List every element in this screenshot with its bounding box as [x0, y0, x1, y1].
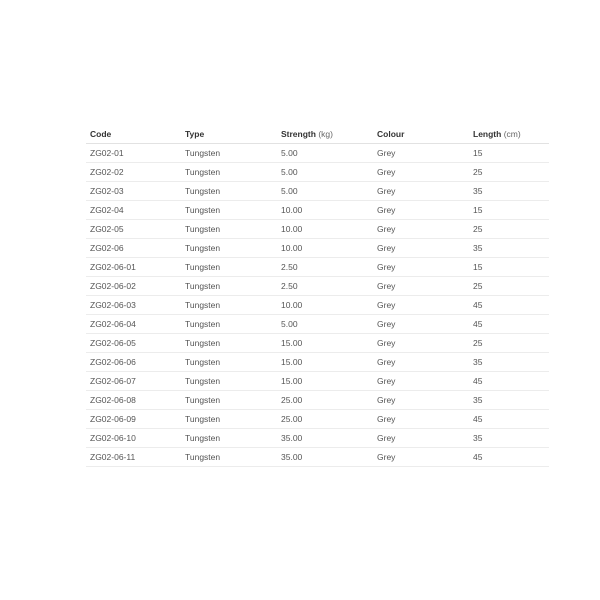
- cell-code: ZG02-05: [86, 220, 181, 239]
- cell-code: ZG02-02: [86, 163, 181, 182]
- cell-type: Tungsten: [181, 163, 277, 182]
- cell-length: 15: [469, 144, 549, 163]
- cell-colour: Grey: [373, 391, 469, 410]
- table-row: [86, 163, 549, 182]
- cell-length: 25: [469, 334, 549, 353]
- cell-code: ZG02-06-04: [86, 315, 181, 334]
- cell-length: 15: [469, 258, 549, 277]
- cell-strength: 15.00: [277, 353, 373, 372]
- cell-code: ZG02-06-11: [86, 448, 181, 467]
- cell-strength: 5.00: [277, 144, 373, 163]
- header-strength-label: Strength: [281, 128, 316, 139]
- cell-length: 45: [469, 448, 549, 467]
- table-row: [86, 296, 549, 315]
- cell-code: ZG02-06-06: [86, 353, 181, 372]
- cell-colour: Grey: [373, 277, 469, 296]
- table-row: [86, 239, 549, 258]
- cell-code: ZG02-06-09: [86, 410, 181, 429]
- cell-strength: 25.00: [277, 391, 373, 410]
- cell-colour: Grey: [373, 258, 469, 277]
- header-type-label: Type: [185, 128, 205, 139]
- cell-length: 25: [469, 220, 549, 239]
- cell-type: Tungsten: [181, 410, 277, 429]
- header-colour: [373, 124, 469, 144]
- cell-type: Tungsten: [181, 201, 277, 220]
- cell-colour: Grey: [373, 372, 469, 391]
- cell-colour: Grey: [373, 334, 469, 353]
- cell-colour: Grey: [373, 239, 469, 258]
- cell-code: ZG02-06-02: [86, 277, 181, 296]
- cell-colour: Grey: [373, 296, 469, 315]
- cell-length: 35: [469, 239, 549, 258]
- header-code-label: Code: [90, 128, 112, 139]
- cell-code: ZG02-06-07: [86, 372, 181, 391]
- cell-length: 35: [469, 429, 549, 448]
- table-body: [86, 144, 549, 467]
- spec-table: [86, 124, 549, 467]
- cell-type: Tungsten: [181, 296, 277, 315]
- cell-strength: 2.50: [277, 258, 373, 277]
- table-row: [86, 258, 549, 277]
- table-row: [86, 144, 549, 163]
- table-row: [86, 220, 549, 239]
- cell-code: ZG02-06-03: [86, 296, 181, 315]
- cell-colour: Grey: [373, 163, 469, 182]
- cell-strength: 15.00: [277, 334, 373, 353]
- cell-type: Tungsten: [181, 353, 277, 372]
- cell-colour: Grey: [373, 220, 469, 239]
- cell-type: Tungsten: [181, 334, 277, 353]
- table-row: [86, 201, 549, 220]
- table-row: [86, 277, 549, 296]
- cell-type: Tungsten: [181, 258, 277, 277]
- table-row: [86, 372, 549, 391]
- cell-length: 35: [469, 182, 549, 201]
- cell-length: 35: [469, 353, 549, 372]
- cell-code: ZG02-01: [86, 144, 181, 163]
- cell-code: ZG02-04: [86, 201, 181, 220]
- cell-colour: Grey: [373, 144, 469, 163]
- cell-strength: 35.00: [277, 429, 373, 448]
- cell-strength: 5.00: [277, 182, 373, 201]
- header-length: [469, 124, 549, 144]
- cell-length: 45: [469, 372, 549, 391]
- cell-colour: Grey: [373, 410, 469, 429]
- cell-length: 35: [469, 391, 549, 410]
- cell-colour: Grey: [373, 182, 469, 201]
- cell-type: Tungsten: [181, 144, 277, 163]
- cell-strength: 10.00: [277, 220, 373, 239]
- cell-type: Tungsten: [181, 391, 277, 410]
- cell-type: Tungsten: [181, 239, 277, 258]
- cell-strength: 10.00: [277, 201, 373, 220]
- cell-strength: 10.00: [277, 296, 373, 315]
- cell-strength: 10.00: [277, 239, 373, 258]
- cell-strength: 25.00: [277, 410, 373, 429]
- cell-type: Tungsten: [181, 277, 277, 296]
- cell-strength: 5.00: [277, 163, 373, 182]
- cell-strength: 5.00: [277, 315, 373, 334]
- cell-colour: Grey: [373, 353, 469, 372]
- cell-length: 45: [469, 315, 549, 334]
- cell-length: 25: [469, 163, 549, 182]
- table-row: [86, 448, 549, 467]
- cell-code: ZG02-06-05: [86, 334, 181, 353]
- cell-type: Tungsten: [181, 182, 277, 201]
- table-row: [86, 391, 549, 410]
- table-row: [86, 334, 549, 353]
- cell-length: 45: [469, 410, 549, 429]
- header-length-label: Length: [473, 128, 502, 139]
- cell-colour: Grey: [373, 315, 469, 334]
- cell-length: 45: [469, 296, 549, 315]
- header-length-unit: (cm): [503, 128, 521, 139]
- cell-code: ZG02-06: [86, 239, 181, 258]
- header-strength: [277, 124, 373, 144]
- cell-strength: 35.00: [277, 448, 373, 467]
- cell-code: ZG02-06-10: [86, 429, 181, 448]
- cell-type: Tungsten: [181, 220, 277, 239]
- cell-code: ZG02-06-08: [86, 391, 181, 410]
- cell-colour: Grey: [373, 429, 469, 448]
- table-row: [86, 182, 549, 201]
- header-colour-label: Colour: [377, 128, 405, 139]
- cell-length: 15: [469, 201, 549, 220]
- cell-code: ZG02-03: [86, 182, 181, 201]
- cell-type: Tungsten: [181, 315, 277, 334]
- cell-type: Tungsten: [181, 372, 277, 391]
- cell-strength: 15.00: [277, 372, 373, 391]
- cell-length: 25: [469, 277, 549, 296]
- header-code: [86, 124, 181, 144]
- cell-code: ZG02-06-01: [86, 258, 181, 277]
- table-header-row: [86, 124, 549, 144]
- cell-type: Tungsten: [181, 429, 277, 448]
- cell-strength: 2.50: [277, 277, 373, 296]
- table-row: [86, 429, 549, 448]
- header-strength-unit: (kg): [318, 128, 333, 139]
- table-row: [86, 315, 549, 334]
- table-row: [86, 353, 549, 372]
- table-row: [86, 410, 549, 429]
- header-type: [181, 124, 277, 144]
- cell-type: Tungsten: [181, 448, 277, 467]
- cell-colour: Grey: [373, 448, 469, 467]
- cell-colour: Grey: [373, 201, 469, 220]
